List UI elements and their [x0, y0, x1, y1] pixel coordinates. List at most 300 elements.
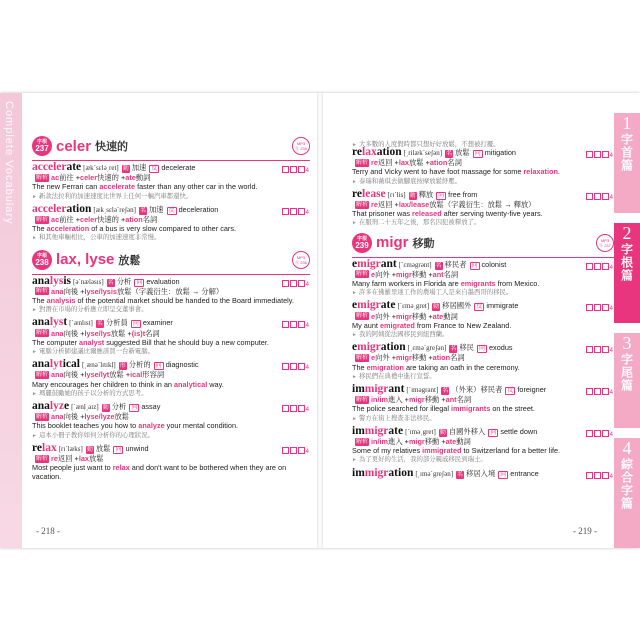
- morpheme: lax/lease: [398, 200, 430, 210]
- morpheme-meaning: 快速的 +: [97, 215, 126, 225]
- review-checkbox-icon[interactable]: [290, 280, 297, 287]
- frequency-level: 4: [305, 365, 310, 372]
- morpheme: ana: [51, 286, 64, 296]
- right-page-number: - 219 -: [573, 526, 597, 536]
- morpheme-meaning: 放鬆: [114, 412, 130, 422]
- etymology-line: [352, 158, 614, 167]
- pos-tag: 名: [107, 279, 114, 286]
- chapter-tab-label: 字尾篇: [619, 353, 634, 392]
- headword-prefix: re: [32, 441, 43, 454]
- headword-prefix: im: [352, 383, 365, 396]
- review-checkbox-icon[interactable]: [586, 151, 593, 158]
- review-checkboxes[interactable]: [281, 447, 310, 456]
- mp3-label: MP3: [296, 141, 306, 146]
- review-checkboxes[interactable]: [281, 208, 310, 217]
- related-word: mitigation: [484, 148, 516, 157]
- morpheme-meaning: 向後 +: [63, 286, 85, 296]
- morpheme: migr: [395, 269, 412, 279]
- morpheme: in/im: [371, 437, 389, 447]
- etymology-tag: 解析: [36, 174, 49, 181]
- morpheme-meaning: 返回 +: [57, 454, 79, 464]
- example-keyword: released: [412, 209, 442, 219]
- headword: [32, 441, 57, 454]
- review-checkbox-icon[interactable]: [290, 363, 297, 370]
- morpheme: ation: [125, 215, 143, 225]
- morpheme: ana: [51, 328, 64, 338]
- entry-headline: [352, 257, 614, 270]
- pos-tag: 動: [433, 304, 440, 311]
- headword-suffix: ate: [66, 161, 82, 173]
- morpheme: ana: [51, 370, 64, 380]
- morpheme-meaning: 放鬆 +: [109, 370, 131, 380]
- morpheme-meaning: 進入 +: [388, 395, 409, 405]
- morpheme-meaning: 放鬆 +: [110, 328, 132, 338]
- headword-prefix: re: [352, 187, 363, 200]
- phonetic: [rɪ`læks]: [58, 444, 83, 453]
- review-checkbox-icon[interactable]: [602, 151, 609, 158]
- entry-headline: [32, 441, 310, 454]
- morpheme-meaning: 移動 +: [424, 437, 446, 447]
- headword: [32, 202, 92, 215]
- morpheme-meaning: 返回 +: [377, 158, 399, 168]
- morpheme: re: [371, 200, 378, 210]
- review-checkboxes[interactable]: [585, 304, 614, 313]
- headword-root: acceler: [32, 202, 67, 215]
- example-english: [352, 167, 614, 176]
- morpheme: lyse/lys: [84, 328, 111, 338]
- mp3-audio-icon[interactable]: [292, 137, 310, 155]
- root-meaning: 移動: [412, 237, 435, 250]
- review-checkbox-icon[interactable]: [586, 304, 593, 311]
- review-checkbox-icon[interactable]: [282, 280, 289, 287]
- headword-prefix: re: [352, 146, 363, 158]
- example-keyword: emigrants: [460, 279, 496, 289]
- morpheme-meaning: 向後 +: [63, 370, 85, 380]
- phonetic: [͵rilæk`seʃən]: [403, 149, 443, 157]
- review-checkboxes[interactable]: [585, 193, 614, 202]
- unit-divider: [32, 274, 310, 275]
- example-text: Most people just want to: [32, 463, 113, 473]
- root-title: migr: [376, 234, 409, 252]
- review-checkbox-icon[interactable]: [594, 346, 601, 353]
- morpheme: lyse/lyt: [84, 370, 110, 380]
- example-chinese: ► 和其他車輛相比，公車的加速速度非常慢。: [32, 233, 310, 243]
- headword-prefix: e: [352, 341, 358, 354]
- review-checkbox-icon[interactable]: [586, 346, 593, 353]
- unit-header: [32, 135, 310, 157]
- morpheme: migr: [408, 395, 425, 405]
- morpheme: ant: [445, 395, 457, 405]
- headword: [32, 274, 71, 287]
- review-checkbox-icon[interactable]: [298, 405, 305, 412]
- vocab-entry: [352, 343, 614, 382]
- relation-tag: 反: [476, 304, 483, 311]
- example-keyword: relaxation: [523, 167, 558, 177]
- headword: [352, 257, 397, 270]
- relation-tag: 反: [151, 166, 158, 172]
- morpheme-meaning: 名詞: [450, 353, 465, 363]
- example-text: That prisoner was: [352, 209, 413, 219]
- morpheme: ate: [432, 311, 444, 321]
- review-checkbox-icon[interactable]: [290, 447, 297, 454]
- pos-tag: 動: [409, 192, 416, 199]
- review-checkboxes[interactable]: [281, 321, 310, 330]
- example-chinese: ► 在服刑二十五年之後，那名囚犯被釋放了。: [352, 218, 614, 228]
- example-english: [32, 421, 310, 430]
- related-word: foreigner: [517, 385, 547, 395]
- morpheme: in/im: [371, 395, 389, 405]
- example-keyword: emigrated: [379, 320, 415, 330]
- morpheme: ation: [429, 158, 448, 168]
- frequency-level: 4: [609, 348, 614, 355]
- morpheme-meaning: 向外 +: [375, 353, 396, 363]
- example-keyword: accelerate: [99, 182, 136, 192]
- relation-tag: 同: [478, 346, 485, 353]
- review-checkbox-icon[interactable]: [602, 304, 609, 311]
- morpheme-meaning: 向後 +: [63, 328, 85, 338]
- frequency-level: 4: [609, 194, 614, 201]
- example-text: Some of my relatives: [352, 446, 423, 456]
- etymology-line: [32, 412, 310, 421]
- example-keyword: relax: [112, 463, 130, 473]
- review-checkbox-icon[interactable]: [282, 321, 289, 328]
- review-checkbox-icon[interactable]: [282, 405, 289, 412]
- review-checkbox-icon[interactable]: [298, 321, 305, 328]
- headword-prefix: im: [352, 424, 365, 437]
- example-english: [32, 380, 310, 389]
- related-word: examiner: [142, 318, 173, 328]
- review-checkbox-icon[interactable]: [290, 321, 297, 328]
- chapter-tab-number: 1: [622, 113, 632, 133]
- review-checkbox-icon[interactable]: [586, 430, 593, 437]
- review-checkboxes[interactable]: [281, 280, 310, 289]
- headword-root: migr: [364, 383, 389, 396]
- review-checkbox-icon[interactable]: [602, 430, 609, 437]
- etymology-tag: 解析: [36, 413, 49, 420]
- gloss: 放鬆: [455, 148, 470, 157]
- unit-badge-label: 字根: [356, 235, 367, 242]
- headword-suffix: ant: [380, 257, 397, 270]
- morpheme: lyse/lyze: [84, 412, 115, 422]
- morpheme: ac: [51, 215, 60, 225]
- relation-tag: 同: [155, 363, 162, 370]
- morpheme-meaning: 形容詞: [142, 370, 165, 380]
- review-checkboxes[interactable]: [281, 363, 310, 372]
- relation-tag: 同: [115, 446, 122, 453]
- morpheme: celer: [80, 173, 98, 183]
- morpheme-meaning: 前往 +: [59, 215, 81, 225]
- left-page: [32, 93, 310, 590]
- etymology-line: [32, 215, 310, 224]
- pos-tag: 形: [119, 363, 126, 370]
- morpheme-meaning: 快速的 +: [97, 173, 126, 183]
- review-checkbox-icon[interactable]: [298, 447, 305, 454]
- etymology-tag: 解析: [356, 201, 369, 208]
- review-checkbox-icon[interactable]: [602, 193, 609, 200]
- phonetic: [͵ɛmə`greʃən]: [407, 344, 447, 353]
- gloss: 加速: [131, 163, 147, 172]
- morpheme: ate: [445, 437, 457, 447]
- review-checkbox-icon[interactable]: [594, 151, 601, 158]
- headword: [32, 402, 69, 411]
- headword-prefix: e: [352, 299, 358, 312]
- review-checkbox-icon[interactable]: [594, 263, 601, 270]
- chapter-tab-number: 3: [622, 333, 632, 353]
- morpheme: ate: [125, 173, 136, 183]
- example-chinese: ► 我的阿姨從法國移民到紐西蘭。: [352, 330, 614, 340]
- morpheme-meaning: 返回 +: [377, 200, 399, 210]
- phonetic: [`ɪməgrənt]: [406, 386, 439, 395]
- review-checkbox-icon[interactable]: [298, 363, 305, 370]
- left-strip-text: Complete Vocabulary: [3, 101, 15, 225]
- etymology-line: [352, 437, 614, 446]
- etymology-tag: 解析: [36, 372, 49, 379]
- headword-root: lys: [49, 316, 64, 329]
- chapter-tabs: [614, 93, 640, 548]
- morpheme-meaning: 進入 +: [388, 437, 409, 447]
- unit-badge-number: 238: [35, 257, 49, 267]
- related-word: immigrate: [486, 301, 519, 311]
- morpheme: re: [51, 454, 58, 464]
- review-checkboxes[interactable]: [585, 151, 614, 160]
- vocab-entry: [32, 318, 310, 357]
- etymology-line: [352, 312, 614, 321]
- review-checkbox-icon[interactable]: [602, 472, 609, 479]
- example-text: The: [32, 224, 47, 234]
- review-checkbox-icon[interactable]: [298, 280, 305, 287]
- example-keyword: analytical: [173, 379, 208, 389]
- headword: [352, 466, 414, 479]
- review-checkbox-icon[interactable]: [602, 263, 609, 270]
- review-checkbox-icon[interactable]: [602, 388, 609, 395]
- example-text: The: [32, 296, 47, 306]
- review-checkbox-icon[interactable]: [282, 447, 289, 454]
- example-english: [32, 296, 310, 305]
- phonetic: [æk͵sɛlə`reʃən]: [93, 205, 136, 214]
- review-checkbox-icon[interactable]: [298, 208, 305, 215]
- review-checkboxes[interactable]: [585, 263, 614, 272]
- headword: [352, 301, 395, 310]
- vocab-entry: [32, 202, 310, 244]
- frequency-level: 4: [305, 407, 310, 414]
- example-english: [352, 209, 614, 218]
- review-checkbox-icon[interactable]: [594, 304, 601, 311]
- example-text: way.: [207, 379, 224, 389]
- related-word: entrance: [510, 468, 539, 478]
- headword-suffix: t: [63, 316, 68, 329]
- review-checkboxes[interactable]: [585, 388, 614, 397]
- entry-headline: [32, 318, 310, 328]
- entry-headline: [352, 301, 614, 311]
- review-checkbox-icon[interactable]: [282, 208, 289, 215]
- review-checkbox-icon[interactable]: [594, 193, 601, 200]
- headword: [352, 424, 404, 437]
- headword-suffix: ation: [66, 202, 92, 215]
- etymology-tag: 解析: [356, 271, 369, 278]
- relation-tag: 同: [471, 262, 478, 269]
- morpheme-meaning: 動詞: [135, 173, 151, 183]
- unit-badge-label: 字根: [36, 139, 47, 145]
- frequency-level: 4: [305, 168, 310, 174]
- headword: [352, 385, 404, 394]
- morpheme-meaning: 名詞: [443, 269, 459, 279]
- review-checkbox-icon[interactable]: [594, 430, 601, 437]
- unit-header: [352, 232, 614, 254]
- etymology-tag: 解析: [356, 396, 369, 403]
- mp3-audio-icon[interactable]: [292, 251, 310, 269]
- example-text: My aunt: [352, 320, 380, 330]
- review-checkbox-icon[interactable]: [290, 208, 297, 215]
- etymology-tag: 解析: [36, 288, 49, 295]
- vocab-entry: [352, 148, 614, 187]
- review-checkbox-icon[interactable]: [290, 166, 297, 173]
- morpheme: ana: [51, 412, 64, 422]
- phonetic: [͵ɪmə`greʃən]: [415, 469, 454, 478]
- review-checkbox-icon[interactable]: [290, 405, 297, 412]
- vocab-entry: [32, 163, 310, 202]
- review-checkbox-icon[interactable]: [586, 193, 593, 200]
- chapter-tab-2[interactable]: [614, 223, 640, 323]
- example-text: Many farm workers in Florida are: [352, 279, 461, 289]
- etymology-line: [352, 353, 614, 362]
- example-chinese: ► 大多數的人度假時都只想好好放鬆，不想被打擾。: [352, 139, 614, 148]
- entry-headline: [352, 424, 614, 437]
- etymology-tag: 解析: [356, 355, 369, 362]
- morpheme-meaning: 名詞: [447, 158, 462, 168]
- chapter-tab-label: 綜合字篇: [619, 458, 634, 510]
- example-chinese: ► 移民們在典禮中進行宣誓。: [352, 372, 614, 382]
- headword: [32, 360, 80, 369]
- example-text: your mental condition.: [164, 421, 239, 431]
- example-english: [352, 363, 614, 372]
- review-checkboxes[interactable]: [281, 166, 310, 175]
- morpheme-meaning: 放鬆（字義衍生：放鬆 → 釋放）: [429, 200, 536, 210]
- morpheme-meaning: 動詞: [443, 311, 458, 321]
- example-english: [352, 321, 614, 330]
- headword-suffix: ate: [380, 299, 396, 312]
- related-word: decelerate: [161, 163, 196, 172]
- review-checkbox-icon[interactable]: [586, 263, 593, 270]
- example-english: [352, 279, 614, 288]
- related-word: deceleration: [178, 204, 219, 214]
- pos-tag: 名: [96, 321, 103, 328]
- example-keyword: analyze: [138, 421, 165, 431]
- relation-tag: 同: [500, 471, 507, 478]
- unit-badge: [32, 136, 52, 156]
- phonetic: [rɪ`lis]: [387, 190, 406, 199]
- entry-headline: [32, 360, 310, 370]
- frequency-level: 4: [609, 390, 614, 397]
- chapter-tab-number: 2: [622, 223, 632, 243]
- relation-tag: 同: [474, 151, 481, 157]
- vocab-entry: [32, 402, 310, 441]
- entry-headline: [352, 385, 614, 395]
- review-checkbox-icon[interactable]: [282, 166, 289, 173]
- review-checkboxes[interactable]: [585, 472, 614, 481]
- gloss: 分析: [111, 402, 127, 412]
- morpheme-meaning: 向後 +: [63, 412, 85, 422]
- example-chinese: ► 新款法拉利的加速速度比世界上任何一輛汽車都還快。: [32, 192, 310, 202]
- phonetic: [`ænḷ͵aɪz]: [71, 403, 99, 412]
- review-checkbox-icon[interactable]: [282, 363, 289, 370]
- mp3-audio-icon[interactable]: [596, 234, 614, 252]
- vocab-entry: [32, 360, 310, 399]
- review-checkbox-icon[interactable]: [586, 388, 593, 395]
- etymology-line: [32, 173, 310, 182]
- unit-header: [32, 249, 310, 271]
- etymology-tag: 解析: [356, 159, 369, 166]
- headword-prefix: ana: [32, 316, 50, 329]
- vocab-entry: [352, 385, 614, 424]
- headword: [352, 148, 402, 157]
- root-title: lax, lyse: [56, 251, 115, 269]
- review-checkboxes[interactable]: [281, 405, 310, 414]
- review-checkbox-icon[interactable]: [298, 166, 305, 173]
- morpheme-meaning: 名詞: [456, 395, 472, 405]
- review-checkbox-icon[interactable]: [594, 472, 601, 479]
- headword-prefix: ana: [32, 400, 50, 413]
- root-meaning: 快速的: [95, 141, 129, 153]
- morpheme-meaning: 前往 +: [59, 173, 81, 183]
- morpheme: e: [371, 353, 376, 363]
- example-text: to Switzerland for a better life.: [461, 446, 561, 456]
- chapter-tab-4[interactable]: [614, 438, 640, 548]
- related-word: free from: [448, 189, 478, 199]
- example-text: The computer: [32, 337, 80, 347]
- morpheme: re: [371, 158, 378, 168]
- headword: [32, 318, 67, 327]
- chapter-tab-1[interactable]: [614, 113, 640, 213]
- example-text: of a bus is very slow compared to other cars.: [89, 224, 237, 234]
- morpheme: e: [371, 269, 376, 279]
- example-text: .: [557, 167, 560, 177]
- unit-badge: [352, 233, 372, 253]
- review-checkbox-icon[interactable]: [586, 472, 593, 479]
- headword-suffix: ation: [376, 146, 402, 158]
- headword: [352, 343, 406, 352]
- example-chinese: ► 對潛在市場的分析應立即呈交董事會。: [32, 305, 310, 315]
- pos-tag: 名: [139, 207, 146, 214]
- example-chinese: ► 電腦分析師建議比爾應該買一台新電腦。: [32, 347, 310, 357]
- review-checkbox-icon[interactable]: [594, 388, 601, 395]
- headword-prefix: ana: [32, 358, 50, 371]
- unit-badge-number: 237: [35, 144, 49, 153]
- headword-root: migr: [357, 299, 381, 312]
- morpheme: ical: [130, 370, 143, 380]
- review-checkboxes[interactable]: [585, 430, 614, 439]
- pos-tag: 名: [435, 262, 442, 269]
- pos-tag: 名: [450, 346, 457, 353]
- example-english: [32, 182, 310, 191]
- morpheme-meaning: 移動 +: [411, 353, 433, 363]
- example-keyword: immigrated: [422, 446, 462, 456]
- gloss: 移居國外: [442, 301, 472, 311]
- example-text: Mary encourages her children to think in an: [32, 379, 174, 389]
- pos-tag: 名: [442, 388, 449, 395]
- vocab-entry: [352, 424, 614, 466]
- review-checkboxes[interactable]: [585, 346, 614, 355]
- headword-root: migr: [357, 257, 381, 270]
- left-edge-strip: [0, 93, 22, 548]
- page-gutter: [317, 93, 323, 548]
- root-meaning: 放鬆: [118, 254, 141, 267]
- morpheme-meaning: 放鬆: [88, 454, 104, 464]
- chapter-tab-3[interactable]: [614, 333, 640, 428]
- book-spread: [0, 93, 640, 548]
- review-checkbox-icon[interactable]: [602, 346, 609, 353]
- frequency-level: 4: [609, 264, 614, 271]
- morpheme-meaning: 移動 +: [424, 395, 446, 405]
